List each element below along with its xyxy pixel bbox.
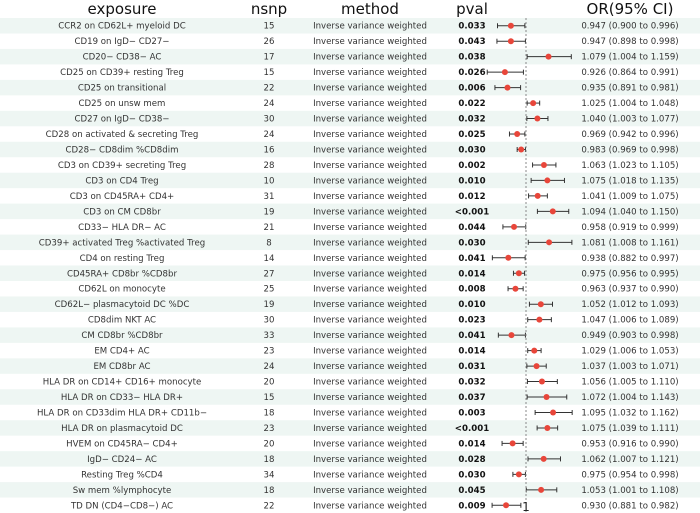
method-value: Inverse variance weighted	[313, 114, 427, 125]
table-row	[74, 37, 678, 47]
exposure-label: CD28− CD8dim %CD8dim	[65, 145, 179, 156]
nsnp-value: 15	[263, 21, 275, 32]
exposure-label: CD25 on CD39+ resting Treg	[60, 68, 184, 79]
or-ci-value: 0.935 (0.891 to 0.981)	[581, 83, 679, 94]
table-row	[66, 145, 679, 155]
exposure-label: CCR2 on CD62L+ myeloid DC	[58, 21, 186, 32]
table-row	[70, 192, 679, 202]
method-value: Inverse variance weighted	[313, 362, 427, 373]
pval-value: 0.014	[458, 439, 486, 450]
or-ci-value: 1.095 (1.032 to 1.162)	[581, 408, 679, 419]
or-point	[536, 317, 542, 323]
method-value: Inverse variance weighted	[313, 253, 427, 264]
or-ci-value: 1.040 (1.003 to 1.077)	[581, 114, 679, 125]
or-point	[502, 69, 508, 75]
or-ci-value: 1.081 (1.008 to 1.161)	[581, 238, 679, 249]
nsnp-value: 18	[263, 408, 275, 419]
table-row	[81, 470, 679, 480]
method-value: Inverse variance weighted	[313, 21, 427, 32]
or-ci-value: 0.969 (0.942 to 0.996)	[581, 130, 679, 141]
method-value: Inverse variance weighted	[313, 160, 427, 171]
nsnp-value: 30	[263, 315, 275, 326]
or-ci-value: 0.975 (0.956 to 0.995)	[581, 269, 679, 280]
exposure-label: CD19 on IgD− CD27−	[74, 37, 170, 48]
table-row	[66, 439, 678, 449]
or-ci-value: 1.079 (1.004 to 1.159)	[581, 52, 679, 63]
or-point	[503, 502, 509, 508]
or-point	[539, 379, 545, 385]
nsnp-value: 28	[263, 160, 275, 171]
reference-label: 1	[522, 500, 530, 513]
nsnp-value: 22	[263, 501, 275, 512]
table-row	[78, 285, 678, 295]
or-point	[544, 394, 550, 400]
pval-value: 0.041	[458, 253, 486, 264]
pval-value: 0.006	[458, 83, 486, 94]
table-row	[80, 254, 679, 264]
or-ci-value: 1.053 (1.001 to 1.108)	[581, 485, 679, 496]
nsnp-value: 22	[263, 83, 275, 94]
or-ci-value: 0.949 (0.903 to 0.998)	[581, 331, 679, 342]
nsnp-value: 18	[263, 454, 275, 465]
or-point	[518, 146, 524, 152]
exposure-label: CD3 on CM CD8br	[83, 207, 161, 218]
nsnp-value: 27	[263, 269, 275, 280]
exposure-label: CD28 on activated & secreting Treg	[45, 130, 199, 141]
or-point	[546, 239, 552, 245]
exposure-label: TD DN (CD4−CD8−) AC	[70, 501, 174, 512]
pval-value: 0.014	[458, 269, 486, 280]
pval-value: <0.001	[454, 423, 490, 434]
table-row	[55, 300, 679, 310]
method-value: Inverse variance weighted	[313, 439, 427, 450]
method-value: Inverse variance weighted	[313, 191, 427, 202]
exposure-label: CD45RA+ CD8br %CD8br	[66, 269, 178, 280]
table-row	[43, 378, 679, 388]
header-pval: pval	[456, 0, 488, 18]
nsnp-value: 19	[263, 300, 275, 311]
or-ci-value: 1.075 (1.039 to 1.111)	[581, 423, 679, 434]
or-ci-value: 0.947 (0.900 to 0.996)	[581, 21, 679, 32]
nsnp-value: 24	[263, 362, 275, 373]
or-point	[541, 162, 547, 168]
table-row	[37, 408, 679, 418]
exposure-label: Resting Treg %CD4	[81, 470, 163, 481]
nsnp-value: 26	[263, 37, 275, 48]
pval-value: 0.025	[458, 130, 486, 141]
or-point	[504, 85, 510, 91]
or-ci-value: 0.938 (0.882 to 0.997)	[581, 253, 679, 264]
or-point	[530, 100, 536, 106]
exposure-label: CD3 on CD4 Treg	[85, 176, 159, 187]
or-point	[544, 425, 550, 431]
header-row	[88, 0, 674, 18]
nsnp-value: 15	[263, 393, 275, 404]
or-ci-value: 0.983 (0.969 to 0.998)	[581, 145, 679, 156]
header-or-ci: OR(95% CI)	[586, 0, 674, 18]
method-value: Inverse variance weighted	[313, 222, 427, 233]
or-point	[538, 301, 544, 307]
or-ci-value: 1.047 (1.006 to 1.089)	[581, 315, 679, 326]
or-point	[534, 363, 540, 369]
method-value: Inverse variance weighted	[313, 83, 427, 94]
or-ci-value: 1.072 (1.004 to 1.143)	[581, 393, 679, 404]
pval-value: 0.010	[458, 176, 486, 187]
pval-value: 0.003	[458, 408, 486, 419]
pval-value: 0.033	[458, 21, 486, 32]
nsnp-value: 14	[263, 253, 275, 264]
pval-value: 0.030	[458, 145, 486, 156]
or-point	[538, 487, 544, 493]
or-ci-value: 0.947 (0.898 to 0.998)	[581, 37, 679, 48]
exposure-label: CD62L on monocyte	[78, 284, 166, 295]
pval-value: 0.043	[458, 37, 486, 48]
or-ci-value: 1.037 (1.003 to 1.071)	[581, 362, 679, 373]
method-value: Inverse variance weighted	[313, 470, 427, 481]
pval-value: <0.001	[454, 207, 490, 218]
nsnp-value: 20	[263, 377, 275, 388]
table-row	[74, 115, 678, 125]
nsnp-value: 19	[263, 207, 275, 218]
exposure-label: EM CD8br AC	[93, 362, 151, 373]
method-value: Inverse variance weighted	[313, 37, 427, 48]
pval-value: 0.022	[458, 99, 486, 110]
table-row	[88, 316, 679, 326]
nsnp-value: 31	[263, 191, 275, 202]
method-value: Inverse variance weighted	[313, 130, 427, 141]
exposure-label: CD27 on IgD− CD38−	[74, 114, 170, 125]
method-value: Inverse variance weighted	[313, 145, 427, 156]
or-point	[534, 116, 540, 122]
table-row	[46, 130, 679, 140]
or-ci-value: 1.025 (1.004 to 1.048)	[581, 99, 679, 110]
or-point	[550, 208, 556, 214]
pval-value: 0.032	[458, 377, 486, 388]
or-ci-value: 0.930 (0.881 to 0.982)	[581, 501, 679, 512]
or-point	[508, 23, 514, 29]
pval-value: 0.030	[458, 470, 486, 481]
nsnp-value: 17	[263, 52, 275, 63]
nsnp-value: 25	[263, 284, 275, 295]
or-ci-value: 0.958 (0.919 to 0.999)	[581, 222, 679, 233]
nsnp-value: 15	[263, 68, 275, 79]
table-row	[79, 99, 679, 109]
or-ci-value: 1.075 (1.018 to 1.135)	[581, 176, 679, 187]
nsnp-value: 20	[263, 439, 275, 450]
or-ci-value: 1.056 (1.005 to 1.110)	[581, 377, 679, 388]
or-ci-value: 1.041 (1.009 to 1.075)	[581, 191, 679, 202]
or-point	[508, 332, 514, 338]
exposure-label: EM CD4+ AC	[94, 346, 150, 357]
table-row	[60, 68, 679, 78]
pval-value: 0.028	[458, 454, 486, 465]
pval-value: 0.044	[458, 222, 486, 233]
method-value: Inverse variance weighted	[313, 485, 427, 496]
or-point	[514, 131, 520, 137]
exposure-label: CD62L− plasmacytoid DC %DC	[54, 300, 190, 311]
or-ci-value: 0.963 (0.937 to 0.990)	[581, 284, 679, 295]
or-point	[535, 193, 541, 199]
pval-value: 0.045	[458, 485, 486, 496]
method-value: Inverse variance weighted	[313, 238, 427, 249]
nsnp-value: 24	[263, 130, 275, 141]
exposure-label: CD33− HLA DR− AC	[78, 222, 166, 233]
nsnp-value: 23	[263, 423, 275, 434]
pval-value: 0.012	[458, 191, 486, 202]
method-value: Inverse variance weighted	[313, 454, 427, 465]
pval-value: 0.038	[458, 52, 486, 63]
or-point	[516, 471, 522, 477]
method-value: Inverse variance weighted	[313, 52, 427, 63]
or-point	[505, 255, 511, 261]
nsnp-value: 33	[263, 331, 275, 342]
method-value: Inverse variance weighted	[313, 300, 427, 311]
pval-value: 0.008	[458, 284, 486, 295]
method-value: Inverse variance weighted	[313, 377, 427, 388]
nsnp-value: 18	[263, 485, 275, 496]
exposure-label: HLA DR on CD33− HLA DR+	[60, 393, 184, 404]
exposure-label: CM CD8br %CD8br	[81, 331, 163, 342]
or-point	[546, 54, 552, 60]
exposure-label: HLA DR on plasmacytoid DC	[61, 423, 183, 434]
pval-value: 0.037	[458, 393, 486, 404]
or-point	[550, 409, 556, 415]
header-nsnp: nsnp	[250, 0, 288, 18]
or-ci-value: 0.926 (0.864 to 0.991)	[581, 68, 679, 79]
pval-value: 0.023	[458, 315, 486, 326]
exposure-label: CD39+ activated Treg %activated Treg	[38, 238, 206, 249]
exposure-label: CD8dim NKT AC	[87, 315, 157, 326]
pval-value: 0.002	[458, 160, 486, 171]
method-value: Inverse variance weighted	[313, 501, 427, 512]
exposure-label: CD4 on resting Treg	[79, 253, 165, 264]
nsnp-value: 24	[263, 99, 275, 110]
or-point	[512, 286, 518, 292]
table-row	[58, 22, 678, 32]
or-ci-value: 1.094 (1.040 to 1.150)	[581, 207, 679, 218]
method-value: Inverse variance weighted	[313, 331, 427, 342]
pval-value: 0.032	[458, 114, 486, 125]
table-row	[61, 393, 679, 403]
method-value: Inverse variance weighted	[313, 346, 427, 357]
or-point	[511, 224, 517, 230]
method-value: Inverse variance weighted	[313, 315, 427, 326]
exposure-label: IgD− CD24− AC	[87, 454, 157, 465]
table-row	[73, 486, 679, 496]
header-exposure: exposure	[87, 0, 157, 18]
or-ci-value: 1.029 (1.006 to 1.053)	[581, 346, 679, 357]
nsnp-value: 16	[263, 145, 275, 156]
exposure-label: CD3 on CD45RA+ CD4+	[69, 191, 175, 202]
method-value: Inverse variance weighted	[313, 284, 427, 295]
table-row	[61, 424, 679, 434]
nsnp-value: 10	[263, 176, 275, 187]
method-value: Inverse variance weighted	[313, 408, 427, 419]
table-row	[67, 269, 679, 279]
header-method: method	[341, 0, 399, 18]
nsnp-value: 34	[263, 470, 275, 481]
table-row	[78, 223, 679, 233]
or-ci-value: 1.052 (1.012 to 1.093)	[581, 300, 679, 311]
or-point	[544, 177, 550, 183]
pval-value: 0.009	[458, 501, 486, 512]
table-row	[39, 238, 679, 248]
exposure-label: CD25 on unsw mem	[78, 99, 166, 110]
exposure-label: HLA DR on CD33dim HLA DR+ CD11b−	[36, 408, 208, 419]
method-value: Inverse variance weighted	[313, 423, 427, 434]
or-ci-value: 1.062 (1.007 to 1.121)	[581, 454, 679, 465]
table-row	[94, 347, 678, 357]
method-value: Inverse variance weighted	[313, 207, 427, 218]
method-value: Inverse variance weighted	[313, 269, 427, 280]
or-ci-value: 0.953 (0.916 to 0.990)	[581, 439, 679, 450]
exposure-label: Sw mem %lymphocyte	[72, 485, 172, 496]
nsnp-value: 23	[263, 346, 275, 357]
table-row	[70, 501, 679, 511]
or-point	[541, 456, 547, 462]
or-point	[510, 440, 516, 446]
or-point	[531, 348, 537, 354]
pval-value: 0.031	[458, 362, 486, 373]
or-ci-value: 1.063 (1.023 to 1.105)	[581, 160, 679, 171]
or-point	[508, 38, 514, 44]
or-point	[516, 270, 522, 276]
pval-value: 0.041	[458, 331, 486, 342]
nsnp-value: 8	[266, 238, 272, 249]
method-value: Inverse variance weighted	[313, 393, 427, 404]
method-value: Inverse variance weighted	[313, 68, 427, 79]
method-value: Inverse variance weighted	[313, 99, 427, 110]
exposure-label: CD25 on transitional	[77, 83, 167, 94]
pval-value: 0.026	[458, 68, 486, 79]
pval-value: 0.010	[458, 300, 486, 311]
pval-value: 0.030	[458, 238, 486, 249]
nsnp-value: 21	[263, 222, 275, 233]
exposure-label: CD3 on CD39+ secreting Treg	[57, 160, 187, 171]
table-row	[58, 161, 679, 171]
exposure-label: HLA DR on CD14+ CD16+ monocyte	[42, 377, 202, 388]
method-value: Inverse variance weighted	[313, 176, 427, 187]
exposure-label: CD20− CD38− AC	[82, 52, 162, 63]
nsnp-value: 30	[263, 114, 275, 125]
pval-value: 0.014	[458, 346, 486, 357]
or-ci-value: 0.975 (0.954 to 0.998)	[581, 470, 679, 481]
exposure-label: HVEM on CD45RA− CD4+	[66, 439, 178, 450]
